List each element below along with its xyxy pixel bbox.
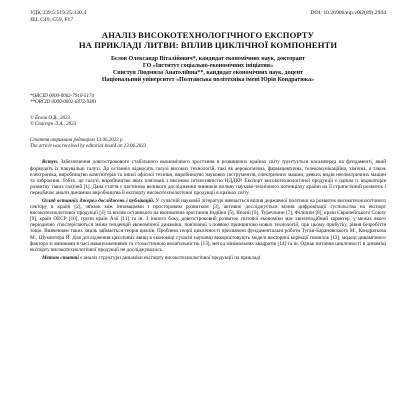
paragraph-text: є аналіз структури динаміки експорту високотехнологічної продукції на прикладі: [80, 254, 261, 261]
received-line-en: The article was received by editorial board on 13.06.2023: [30, 144, 147, 150]
received-dates: [30, 138, 386, 150]
udc-code: УДК 339.5:519.25:330.4: [30, 10, 87, 16]
paragraph-lead: Огляд останніх джерел досліджень і публікацій.: [42, 197, 155, 204]
paragraph-lead: Вступ.: [42, 159, 59, 166]
jel-code: JEL C49, C59, F17: [30, 16, 74, 23]
article-body: [30, 159, 386, 261]
received-line-ua: Стаття отримана редакцією 13.06.2023 р.: [30, 138, 124, 144]
introduction-paragraph: [30, 159, 386, 196]
article-header: [30, 10, 386, 23]
affiliation-line: ГО «Інститут соціально-економічних ініціатив»: [142, 62, 274, 69]
orcid-line[interactable]: **ORCID 0000-0002-6472-9381: [30, 100, 97, 106]
author-line: Бєлов Олександр Віталійович*, кандидат економічних наук, докторант: [110, 55, 306, 62]
paragraph-lead: Метою статті: [42, 254, 79, 261]
copyright-block: [30, 116, 386, 128]
copyright-line: © Бєлов О.В., 2023: [30, 116, 71, 122]
orcid-block: [30, 94, 386, 106]
classification-codes: [30, 10, 86, 23]
article-title: [30, 30, 386, 50]
literature-paragraph: [30, 198, 386, 253]
title-line: НА ПРИКЛАДІ ЛИТВИ: ВПЛИВ ЦИКЛІЧНОЇ КОМПОНЕНТИ: [78, 40, 338, 51]
copyright-line: © Свистун Л.А., 2023: [30, 122, 77, 128]
author-block: [30, 56, 386, 85]
paragraph-text: Забезпечення довгострокового стабільного економічного зростання в розвинених країнах світу ґрунтується насамперед на фундаменті, який формують їх пакувальні галузі. До останніх відносять галузі високих технологій, такі як аерокосмічна, фармацевтична, телекомунікаційна, хімічна, а також електроніка, виробництво комп'ютерів та іншої офісної техніки, виробництво наукових інструментів, електричних машин, деяких видів неелектричних машин та озброєння. Тобто, це галузі, виробництво яких пов'язані з високою інтенсивністю НДДКР. Експорт високотехнологічної продукції є одним із індикаторів розвитку таких галузей [1]. Дана стаття є частиною великого дослідження чинників впливу науково-технічного потенціалу країни на її стратегічний розвиток і передбачає аналіз динаміки виробництва й експорту високотехнологічної продукції в країнах світу.: [30, 159, 386, 196]
author-line: Свистун Людмила Анатоліївна**, кандидат економічних наук, доцент: [112, 70, 304, 76]
paragraph-text: У сучасній науковій літературі вивчається вплив державної політики на розвиток високотехнологічного сектору в країні [2], зв'язок між інноваціями і просторовим розвитком [3], активно досліджується вплив цифровізації суспільства на експорт високотехнологічної продукції [4] та вплив останнього на економічне зростання Індійки [5], Японії [6], Туреччини [7], Філіппін [8], країн Європейського Союзу [9], країн ОЕСР [10], групи країн Азії [11] та ін. З іншого боку, довгостроковий розвиток світової економіки має хвилеподібний характер, у межах якого періодично спостерігаються зміни тенденцій економічної динаміки, пов'язаної з появою принципово нових технологій, при цьому прибутку, рівня безробіття тощо. Вивченням таких хвиль займається теорія циклів. Проблемі теорії циклічності присвячені фундаментальні роботи Туган-Барановського М., Кондратьєва М., Шумпетера Й. Для дослідження циклічних явищ в економіці сучасні науковці використовують моделі векторної корекції помилок [12], моделі динамічного фактора зі змінними в часі навантаженнями та стохастичною волатильністю [13], метод мінімальних квадратів [14] та ін. Однак питання циклічності в динаміці експорту високотехнологічної продукції не досліджувалось.: [30, 197, 386, 253]
doi-link[interactable]: DOI: 10.26906/eip.v0i2(89).2944: [310, 10, 386, 16]
orcid-line[interactable]: *ORCID 0000-0002-7910-5174: [30, 94, 95, 100]
title-line: АНАЛІЗ ВИСОКОТЕХНОЛОГІЧНОГО ЕКСПОРТУ: [101, 30, 315, 41]
purpose-paragraph: [30, 255, 386, 261]
affiliation-line: Національний університет «Полтавська політехніка імені Юрія Кондратюка»: [101, 77, 315, 84]
